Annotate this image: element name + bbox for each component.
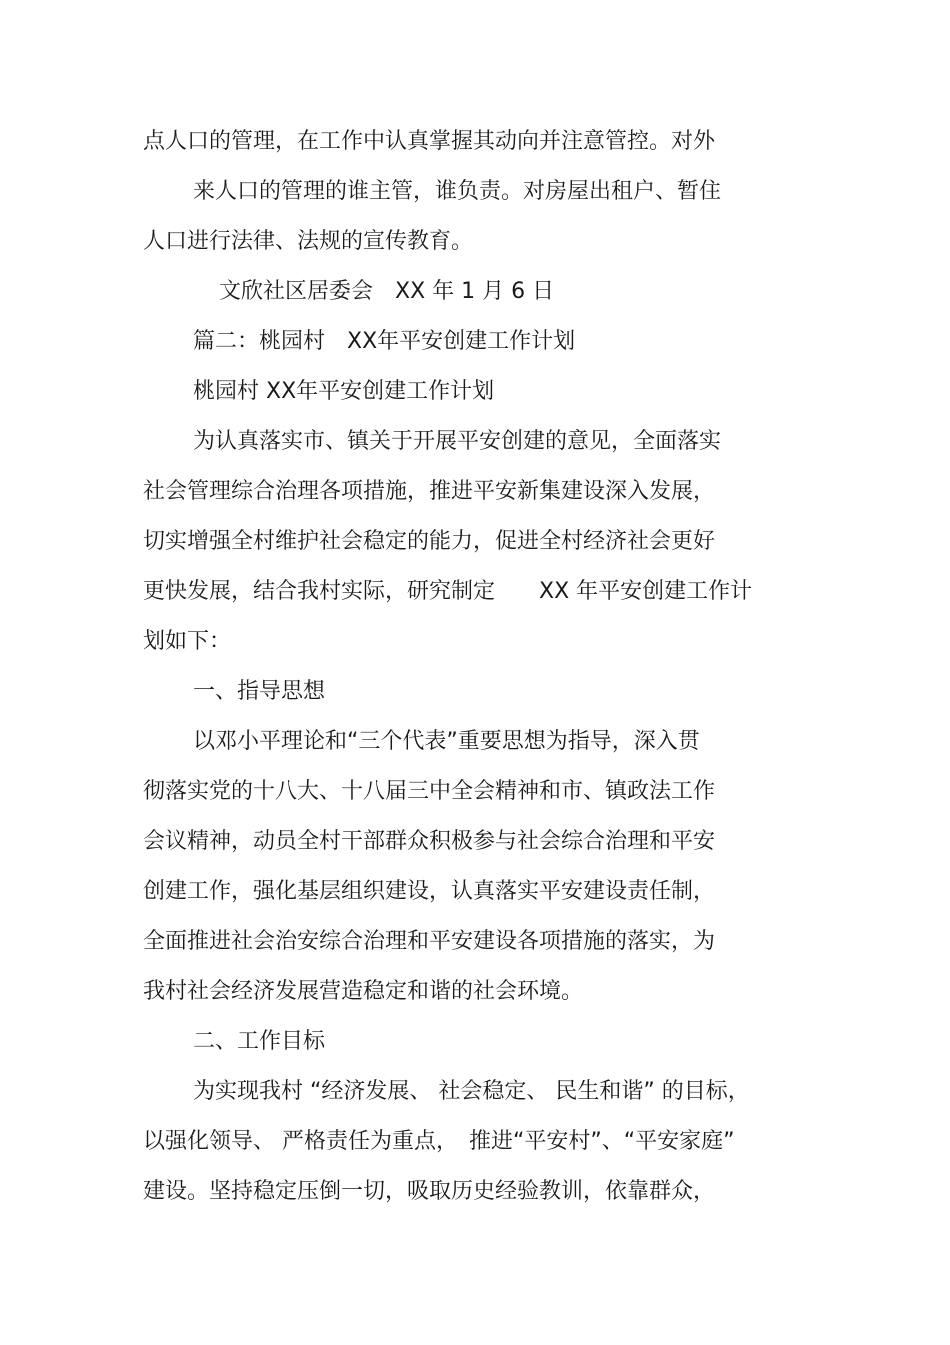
- heading-guiding-thought: 一、指导思想: [193, 679, 326, 704]
- text-line-20: 为实现我村 “经济发展、 社会稳定、 民生和谐” 的目标，: [193, 1079, 750, 1104]
- text-line-9: 切实增强全村维护社会稳定的能力，促进全村经济社会更好: [143, 529, 716, 554]
- text-line-15: 会议精神，动员全村干部群众积极参与社会综合治理和平安: [143, 829, 716, 854]
- text-line-1: 点人口的管理，在工作中认真掌握其动向并注意管控。对外: [143, 129, 716, 154]
- text-line-13: 以邓小平理论和“三个代表”重要思想为指导，深入贯: [193, 729, 700, 754]
- text-line-3: 人口进行法律、法规的宣传教育。: [143, 229, 474, 254]
- text-line-11: 划如下：: [143, 629, 232, 654]
- text-line-22: 建设。坚持稳定压倒一切，吸取历史经验教训，依靠群众，: [143, 1179, 716, 1204]
- heading-work-goals: 二、工作目标: [193, 1029, 326, 1054]
- text-line-7: 为认真落实市、镇关于开展平安创建的意见，全面落实: [193, 429, 722, 454]
- text-line-21: 以强化领导、 严格责任为重点， 推进“平安村”、“平安家庭”: [143, 1129, 735, 1154]
- text-line-8: 社会管理综合治理各项措施，推进平安新集建设深入发展，: [143, 479, 716, 504]
- text-line-14: 彻落实党的十八大、十八届三中全会精神和市、镇政法工作: [143, 779, 716, 804]
- document-title: 桃园村 XX年平安创建工作计划: [193, 379, 495, 404]
- section-title: 篇二：桃园村 XX年平安创建工作计划: [193, 329, 576, 354]
- text-line-18: 我村社会经济发展营造稳定和谐的社会环境。: [143, 979, 584, 1004]
- text-line-17: 全面推进社会治安综合治理和平安建设各项措施的落实，为: [143, 929, 716, 954]
- signature-line: 文欣社区居委会 XX 年 1 月 6 日: [219, 279, 555, 304]
- text-line-2: 来人口的管理的谁主管，谁负责。对房屋出租户、暂住: [193, 179, 722, 204]
- text-line-10: 更快发展，结合我村实际，研究制定 XX 年平安创建工作计: [143, 579, 753, 604]
- text-line-16: 创建工作，强化基层组织建设，认真落实平安建设责任制，: [143, 879, 716, 904]
